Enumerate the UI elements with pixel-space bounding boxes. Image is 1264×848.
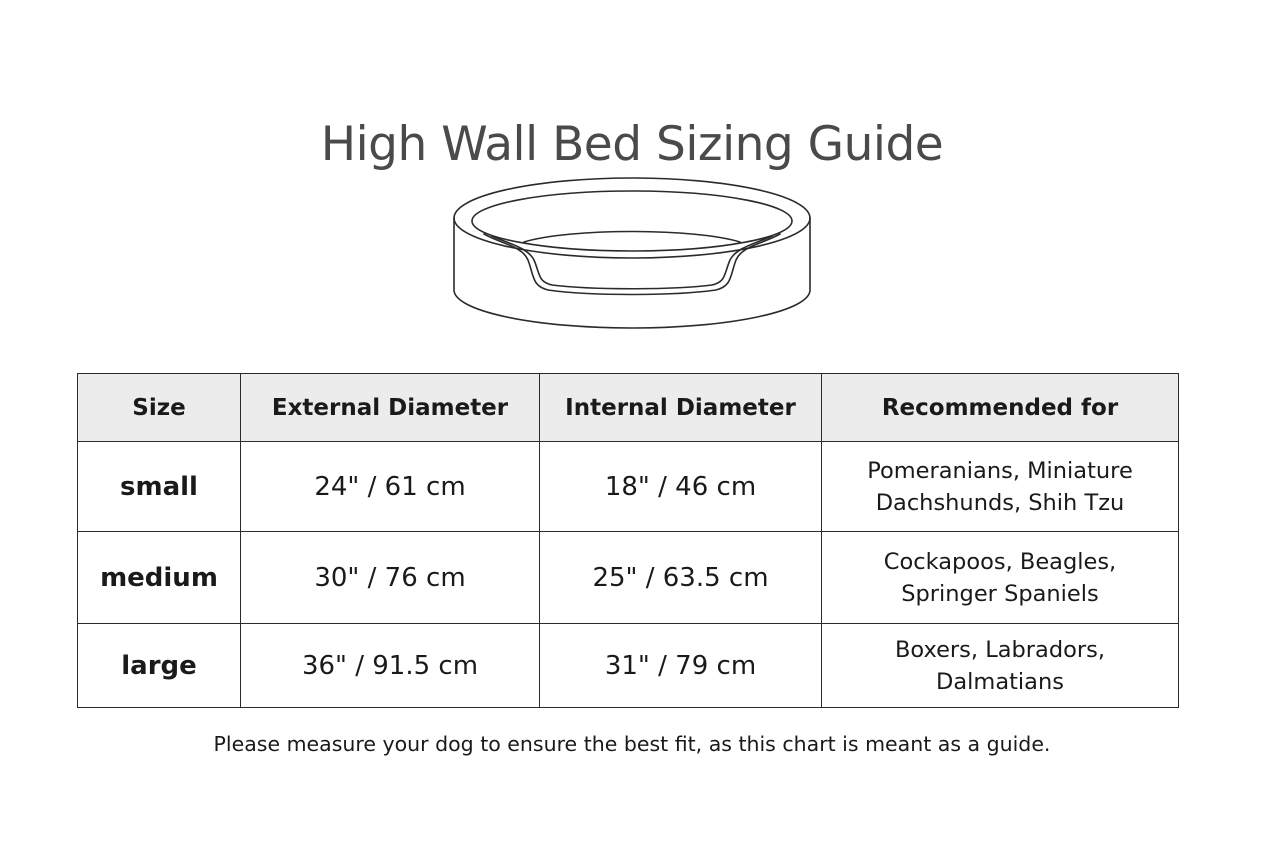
header-recommended-for: Recommended for — [822, 374, 1179, 442]
recommended-line: Dalmatians — [936, 668, 1064, 695]
recommended-line: Springer Spaniels — [901, 580, 1099, 607]
dog-bed-icon — [440, 172, 824, 340]
recommended-cell — [822, 624, 1179, 708]
internal-diameter-cell: 31" / 79 cm — [540, 624, 822, 708]
recommended-cell — [822, 442, 1179, 532]
recommended-line: Dachshunds, Shih Tzu — [875, 489, 1125, 516]
recommended-line: Boxers, Labradors, — [894, 636, 1106, 663]
internal-diameter-cell: 18" / 46 cm — [540, 442, 822, 532]
table-header-row — [78, 374, 1179, 442]
table-row — [78, 624, 1179, 708]
table-row — [78, 442, 1179, 532]
sizing-table — [77, 373, 1179, 708]
external-diameter-cell: 24" / 61 cm — [241, 442, 540, 532]
table-row — [78, 532, 1179, 624]
page-title: High Wall Bed Sizing Guide — [320, 117, 944, 173]
size-cell: small — [78, 442, 241, 532]
footnote: Please measure your dog to ensure the best fit, as this chart is meant as a guide. — [213, 732, 1051, 756]
size-cell: medium — [78, 532, 241, 624]
external-diameter-cell: 36" / 91.5 cm — [241, 624, 540, 708]
recommended-line: Cockapoos, Beagles, — [883, 548, 1117, 575]
header-external-diameter: External Diameter — [241, 374, 540, 442]
external-diameter-cell: 30" / 76 cm — [241, 532, 540, 624]
internal-diameter-cell: 25" / 63.5 cm — [540, 532, 822, 624]
header-size: Size — [78, 374, 241, 442]
header-internal-diameter: Internal Diameter — [540, 374, 822, 442]
size-cell: large — [78, 624, 241, 708]
recommended-line: Pomeranians, Miniature — [867, 457, 1133, 484]
recommended-cell — [822, 532, 1179, 624]
